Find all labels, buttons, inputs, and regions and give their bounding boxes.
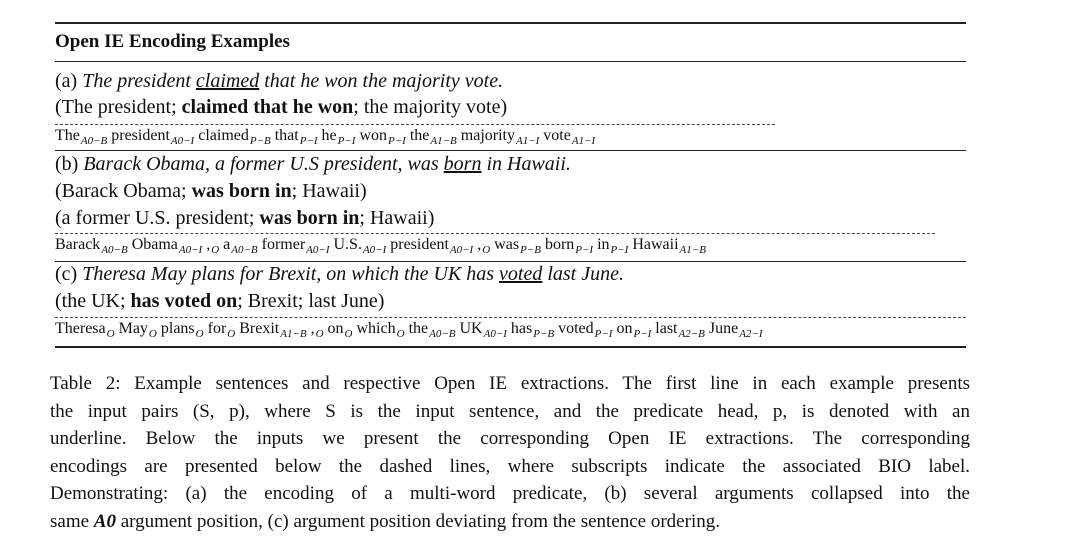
encoding-token: June xyxy=(708,320,739,337)
bio-label: A1−I xyxy=(515,135,540,147)
header-rule xyxy=(55,61,966,62)
example-b-sentence: (b) Barack Obama, a former U.S president, was born in Hawaii. xyxy=(55,153,571,175)
encoding-token: Hawaii xyxy=(632,236,679,253)
encoding-token: born xyxy=(544,236,575,253)
example-a-sentence: (a) The president claimed that he won the majority vote. xyxy=(55,70,504,92)
bio-label: P−B xyxy=(533,328,555,340)
bio-label: A0−I xyxy=(306,244,330,256)
caption-line: Demonstrating: (a) the encoding of a multi-word predicate, (b) several arguments collapsed into the xyxy=(50,483,970,504)
top-rule xyxy=(55,22,966,24)
encoding-token: in xyxy=(597,236,610,253)
bio-label: P−B xyxy=(520,244,541,256)
dashed-separator xyxy=(55,233,935,234)
bio-label: A0−I xyxy=(178,244,203,256)
bio-label: A0−I xyxy=(362,244,387,256)
bio-label: A0−B xyxy=(80,135,108,147)
bio-label: P−I xyxy=(299,135,318,147)
bio-label: A0−B xyxy=(429,328,456,340)
bio-label: O xyxy=(315,328,324,340)
encoding-token: president xyxy=(390,236,449,253)
bio-label: P−I xyxy=(633,328,652,340)
caption-line: underline. Below the inputs we present the corresponding Open IE extractions. The corresponding xyxy=(50,428,970,449)
caption-line: Table 2: Example sentences and respective Open IE extractions. The first line in each example presents xyxy=(50,373,970,394)
encoding-token: has xyxy=(510,320,533,337)
table-header: Open IE Encoding Examples xyxy=(55,31,290,52)
predicate-head: born xyxy=(443,153,482,175)
bio-label: A2−I xyxy=(739,328,763,340)
caption-line: same A0 argument position, (c) argument position deviating from the sentence ordering. xyxy=(50,510,720,532)
encoding-token: The xyxy=(55,127,80,144)
example-c-extraction: (the UK; has voted on; Brexit; last June) xyxy=(55,290,385,312)
bio-label: P−I xyxy=(337,135,356,147)
encoding-token: U.S. xyxy=(333,236,362,253)
bio-label: A0−B xyxy=(101,244,128,256)
encoding-token: vote xyxy=(543,127,571,144)
caption-line: encodings are presented below the dashed lines, where subscripts indicate the associated BIO label. xyxy=(50,455,970,477)
bio-label: A1−I xyxy=(571,135,596,147)
bio-label: O xyxy=(148,328,157,340)
encoding-token: former xyxy=(261,236,306,253)
encoding-token: Theresa xyxy=(55,320,106,337)
example-b-encoding xyxy=(55,236,706,256)
bio-label: P−I xyxy=(388,135,406,147)
encoding-token: , xyxy=(206,236,211,253)
encoding-token: on xyxy=(327,320,344,337)
bio-label: P−I xyxy=(594,328,613,340)
encoding-token: last xyxy=(655,320,678,337)
bottom-rule xyxy=(55,346,966,348)
bio-label: O xyxy=(227,328,236,340)
encoding-token: for xyxy=(207,320,227,337)
dashed-separator xyxy=(55,317,966,318)
encoding-token: a xyxy=(223,236,231,253)
bio-label: O xyxy=(482,244,491,256)
bio-label: P−B xyxy=(249,135,271,147)
encoding-token: , xyxy=(310,320,315,337)
encoding-token: president xyxy=(111,127,170,144)
encoding-token: the xyxy=(409,127,430,144)
bio-label: A1−B xyxy=(280,328,307,340)
bio-label: P−I xyxy=(575,244,594,256)
example-rule xyxy=(55,261,966,262)
encoding-token: majority xyxy=(460,127,515,144)
encoding-token: Brexit xyxy=(239,320,280,337)
encoding-token: plans xyxy=(160,320,195,337)
bio-label: A0−I xyxy=(170,135,195,147)
encoding-token: voted xyxy=(558,320,594,337)
example-b-extraction-1: (Barack Obama; was born in; Hawaii) xyxy=(55,180,367,202)
bio-label: A0−I xyxy=(449,244,474,256)
bio-label: O xyxy=(344,328,353,340)
predicate-head: voted xyxy=(499,263,543,285)
bio-label: O xyxy=(195,328,204,340)
bio-label: O xyxy=(106,328,115,340)
encoding-token: , xyxy=(477,236,482,253)
encoding-token: the xyxy=(408,320,429,337)
example-c-sentence: (c) Theresa May plans for Brexit, on which the UK has voted last June. xyxy=(55,263,624,285)
bio-label: A2−B xyxy=(678,328,705,340)
encoding-token: May xyxy=(118,320,148,337)
bio-label: A1−B xyxy=(430,135,457,147)
caption-line: the input pairs (S, p), where S is the input sentence, and the predicate head, p, is denoted with an xyxy=(50,400,970,422)
encoding-token: he xyxy=(321,127,337,144)
example-a-extraction: (The president; claimed that he won; the majority vote) xyxy=(55,96,508,118)
example-a-encoding xyxy=(55,127,595,147)
encoding-token: that xyxy=(274,127,299,144)
bio-label: A0−B xyxy=(231,244,258,256)
predicate-head: claimed xyxy=(195,70,260,92)
table-caption xyxy=(50,370,970,535)
bio-label: P−I xyxy=(610,244,629,256)
encoding-token: UK xyxy=(459,320,483,337)
example-c-encoding xyxy=(55,320,763,340)
example-b-extraction-2: (a former U.S. president; was born in; Hawaii) xyxy=(55,207,435,229)
bio-label: O xyxy=(211,244,220,256)
example-rule xyxy=(55,150,966,151)
encoding-token: won xyxy=(359,127,388,144)
encoding-token: Barack xyxy=(55,236,101,253)
dashed-separator xyxy=(55,124,775,125)
bio-label: O xyxy=(396,328,405,340)
encoding-token: on xyxy=(616,320,633,337)
encoding-token: Obama xyxy=(131,236,178,253)
bio-label: A1−B xyxy=(679,244,706,256)
encoding-token: which xyxy=(356,320,396,337)
encoding-token: was xyxy=(494,236,520,253)
bio-label: A0−I xyxy=(483,328,507,340)
encoding-token: claimed xyxy=(198,127,249,144)
